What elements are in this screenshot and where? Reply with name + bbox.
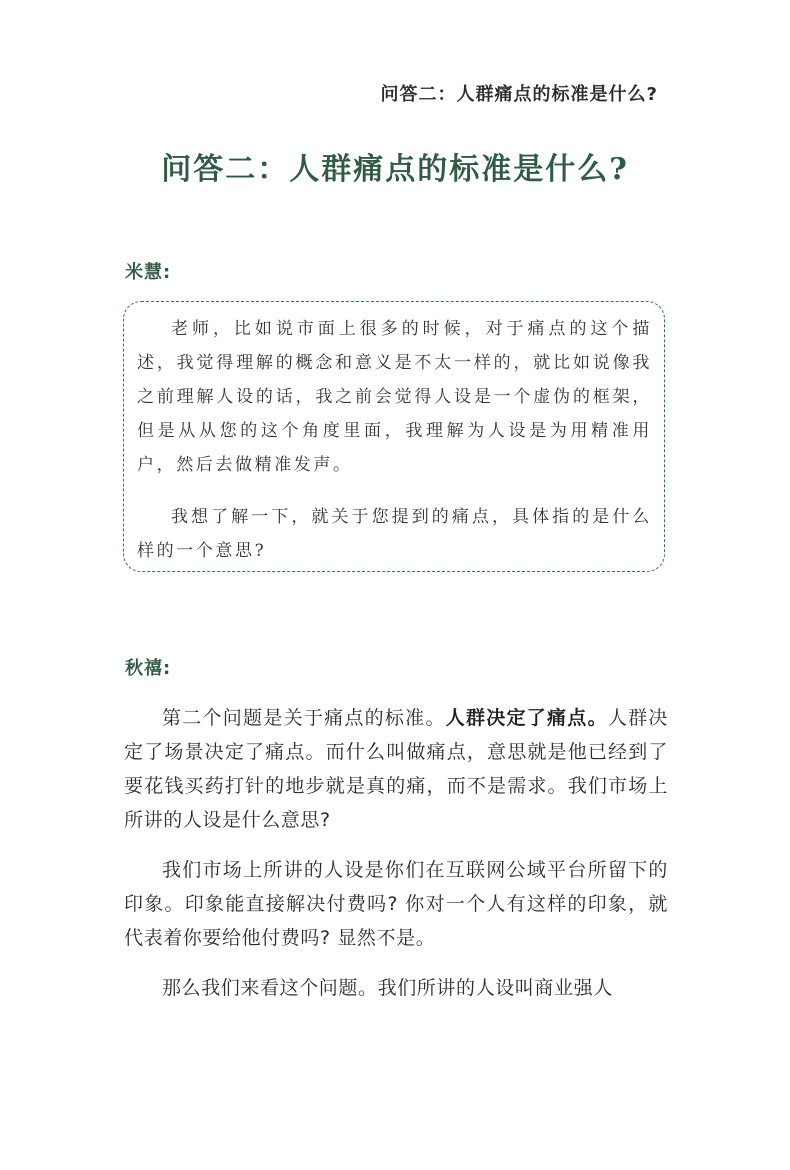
answer-paragraph [124, 701, 668, 837]
answer-text: 人群决定了场景决定了痛点。而什么叫做痛点，意思就是他已经到了要花钱买药打针的地步就是真的痛，而不是需求。我们市场上所讲的人设是什么意思? [124, 707, 668, 831]
answerer-name: 秋禧: [125, 658, 172, 679]
question-paragraph: 我想了解一下，就关于您提到的痛点，具体指的是什么样的一个意思? [137, 507, 652, 561]
question-box [123, 301, 665, 572]
answer-body [124, 701, 668, 1005]
running-header: 问答二：人群痛点的标准是什么? [380, 84, 658, 105]
chapter-title: 问答二：人群痛点的标准是什么? [161, 152, 629, 187]
answer-paragraph: 那么我们来看这个问题。我们所讲的人设叫商业强人 [162, 977, 613, 999]
answer-emphasis: 人群决定了痛点。 [445, 707, 608, 729]
questioner-name: 米慧: [125, 262, 172, 283]
question-paragraph: 老师，比如说市面上很多的时候，对于痛点的这个描述，我觉得理解的概念和意义是不太一样的，就比如说像我之前理解人设的话，我之前会觉得人设是一个虚伪的框架，但是从从您的这个角度里面，我理解为人设是为用精准用户，然后去做精准发声。 [137, 319, 652, 475]
answer-paragraph: 我们市场上所讲的人设是你们在互联网公域平台所留下的印象。印象能直接解决付费吗? 你对一个人有这样的印象，就代表着你要给他付费吗? 显然不是。 [124, 859, 668, 949]
answer-text: 第二个问题是关于痛点的标准。 [162, 707, 446, 729]
